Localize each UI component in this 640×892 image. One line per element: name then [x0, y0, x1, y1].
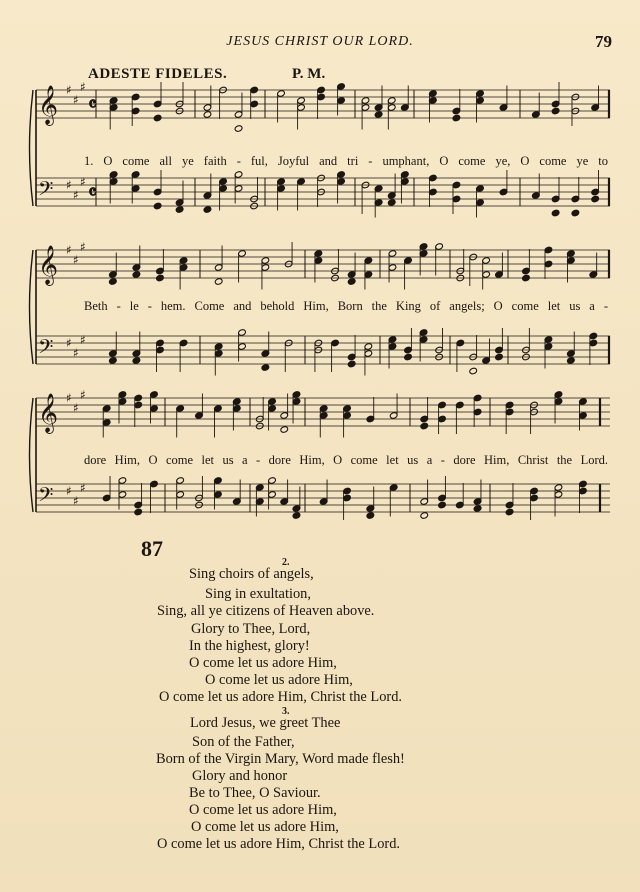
- verse-line: Be to Thee, O Saviour.: [189, 785, 321, 801]
- svg-text:♯: ♯: [80, 333, 86, 347]
- verse-line: O come let us adore Him,: [205, 672, 353, 688]
- svg-text:𝄢: 𝄢: [38, 335, 54, 363]
- lyric-line-2: Beth - le - hem. Come and behold Him, Born the King of angels; O come let us a -: [84, 299, 608, 313]
- svg-text:♯: ♯: [73, 346, 79, 360]
- svg-text:♯: ♯: [66, 243, 72, 257]
- verse-line: Sing, all ye citizens of Heaven above.: [157, 603, 375, 619]
- svg-text:♯: ♯: [80, 80, 86, 94]
- lyric-line-1: 1. O come all ye faith - ful, Joyful and tri - umphant, O come ye, O come ye to: [84, 154, 608, 168]
- bass-staff: [36, 170, 610, 218]
- svg-text:♯: ♯: [66, 83, 72, 97]
- running-title: JESUS CHRIST OUR LORD.: [226, 34, 414, 49]
- svg-text:♯: ♯: [80, 240, 86, 254]
- tune-name: ADESTE FIDELES.: [88, 66, 228, 82]
- svg-text:♯: ♯: [66, 336, 72, 350]
- svg-text:𝄞: 𝄞: [38, 245, 59, 285]
- hymn-number: 87: [141, 536, 163, 561]
- svg-text:♯: ♯: [73, 401, 79, 415]
- svg-text:𝄞: 𝄞: [38, 393, 59, 433]
- svg-text:♯: ♯: [66, 391, 72, 405]
- verse-line: Glory and honor: [192, 768, 288, 784]
- verse-line: O come let us adore Him,: [189, 655, 337, 671]
- stanza-number: 2.: [282, 557, 290, 568]
- bass-staff: [36, 476, 610, 520]
- page-number: 79: [595, 32, 612, 51]
- svg-text:𝄢: 𝄢: [38, 177, 54, 205]
- verse-line: Sing choirs of angels,: [189, 566, 314, 582]
- verse-line: In the highest, glory!: [189, 638, 310, 654]
- verse-line: O come let us adore Him, Christ the Lord.: [159, 689, 402, 705]
- svg-text:♯: ♯: [73, 93, 79, 107]
- treble-staff: [36, 240, 610, 290]
- svg-text:♯: ♯: [73, 253, 79, 267]
- svg-text:♯: ♯: [66, 484, 72, 498]
- svg-text:𝄢: 𝄢: [38, 483, 54, 511]
- verse-line: Born of the Virgin Mary, Word made flesh!: [156, 751, 405, 767]
- verse-line: Glory to Thee, Lord,: [191, 621, 311, 637]
- svg-text:♯: ♯: [80, 175, 86, 189]
- treble-staff: [36, 388, 610, 438]
- svg-text:♯: ♯: [73, 494, 79, 508]
- stanza-number: 3.: [282, 706, 290, 717]
- lyric-line-3: dore Him, O come let us a - dore Him, O come let us a - dore Him, Christ the Lord.: [84, 453, 608, 467]
- svg-text:♯: ♯: [80, 388, 86, 402]
- verse-line: O come let us adore Him, Christ the Lord.: [157, 836, 400, 852]
- svg-text:♯: ♯: [73, 188, 79, 202]
- svg-text:♯: ♯: [66, 178, 72, 192]
- meter: P. M.: [292, 66, 326, 82]
- svg-text:𝄴: 𝄴: [88, 92, 97, 116]
- treble-staff: [36, 80, 610, 132]
- svg-text:𝄞: 𝄞: [38, 85, 59, 125]
- bass-staff: [36, 328, 610, 376]
- verse-line: Lord Jesus, we greet Thee: [190, 715, 341, 731]
- svg-text:𝄴: 𝄴: [88, 180, 97, 204]
- music-system-2: [0, 236, 640, 396]
- svg-text:♯: ♯: [80, 481, 86, 495]
- verse-line: Son of the Father,: [192, 734, 295, 750]
- verse-line: O come let us adore Him,: [191, 819, 339, 835]
- verse-line: Sing in exultation,: [205, 586, 311, 602]
- verse-line: O come let us adore Him,: [189, 802, 337, 818]
